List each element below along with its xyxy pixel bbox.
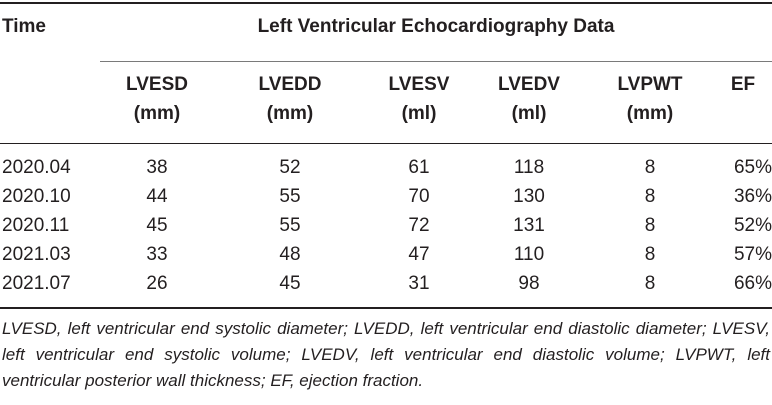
lvedd-cell: 55 [279, 215, 301, 236]
column-unit: (mm) [266, 103, 314, 124]
column-header-lvesd [110, 70, 204, 128]
table-row [0, 240, 772, 269]
table-bottom-rule [0, 307, 772, 309]
time-column-header: Time [2, 16, 47, 37]
lvedd-cell: 52 [279, 157, 301, 178]
lvpwt-cell: 8 [644, 244, 656, 265]
column-name: LVPWT [617, 74, 683, 95]
lvesv-cell: 72 [408, 215, 430, 236]
lvedd-cell: 48 [279, 244, 301, 265]
lvesv-cell: 47 [408, 244, 430, 265]
column-unit: (mm) [133, 103, 181, 124]
table-row [0, 182, 772, 211]
ef-cell: 66% [733, 273, 772, 294]
lvesd-cell: 44 [146, 186, 168, 207]
lvpwt-cell: 8 [644, 186, 656, 207]
lvesv-cell: 61 [408, 157, 430, 178]
column-header-lvedd [243, 70, 337, 128]
column-name: EF [730, 74, 756, 95]
ef-cell: 36% [733, 186, 772, 207]
column-unit: (ml) [401, 103, 437, 124]
column-name: LVESD [126, 74, 188, 95]
lvedv-cell: 110 [513, 244, 545, 265]
group-header-rule [100, 61, 772, 62]
table-row [0, 153, 772, 182]
lvedv-cell: 130 [513, 186, 545, 207]
lvedv-cell: 131 [513, 215, 545, 236]
column-header-lvpwt [603, 70, 697, 128]
column-name: LVEDD [258, 74, 322, 95]
column-header-lvesv [372, 70, 466, 128]
lvpwt-cell: 8 [644, 273, 656, 294]
time-cell: 2021.03 [2, 244, 71, 265]
column-header-ef [718, 70, 768, 99]
column-unit: (ml) [511, 103, 547, 124]
lvesv-cell: 31 [408, 273, 430, 294]
ef-cell: 65% [733, 157, 772, 178]
time-cell: 2020.11 [2, 215, 70, 236]
lvedd-cell: 55 [279, 186, 301, 207]
time-cell: 2020.04 [2, 157, 71, 178]
group-header: Left Ventricular Echocardiography Data [257, 16, 615, 37]
lvedd-cell: 45 [279, 273, 301, 294]
ef-cell: 52% [733, 215, 772, 236]
header-bottom-rule [0, 143, 772, 144]
lvpwt-cell: 8 [644, 157, 656, 178]
time-cell: 2021.07 [2, 273, 71, 294]
column-name: LVEDV [498, 74, 560, 95]
lvedv-cell: 118 [513, 157, 545, 178]
column-name: LVESV [388, 74, 450, 95]
lvesd-cell: 38 [146, 157, 168, 178]
ef-cell: 57% [733, 244, 772, 265]
lvesv-cell: 70 [408, 186, 430, 207]
time-cell: 2020.10 [2, 186, 71, 207]
lvesd-cell: 26 [146, 273, 168, 294]
table-top-rule [0, 2, 772, 4]
column-unit: (mm) [626, 103, 674, 124]
lvesd-cell: 33 [146, 244, 168, 265]
table-footnote: LVESD, left ventricular end systolic diameter; LVEDD, left ventricular end diastolic diameter; LVESV, left ventricular end systolic volume; LVEDV, left ventricular end diastolic volume; LVPWT, left ventricular posterior wall thickness; EF, ejection fraction. [2, 319, 770, 390]
lvesd-cell: 45 [146, 215, 168, 236]
column-header-lvedv [482, 70, 576, 128]
table-row [0, 211, 772, 240]
lvpwt-cell: 8 [644, 215, 656, 236]
table-row [0, 269, 772, 298]
lvedv-cell: 98 [518, 273, 540, 294]
